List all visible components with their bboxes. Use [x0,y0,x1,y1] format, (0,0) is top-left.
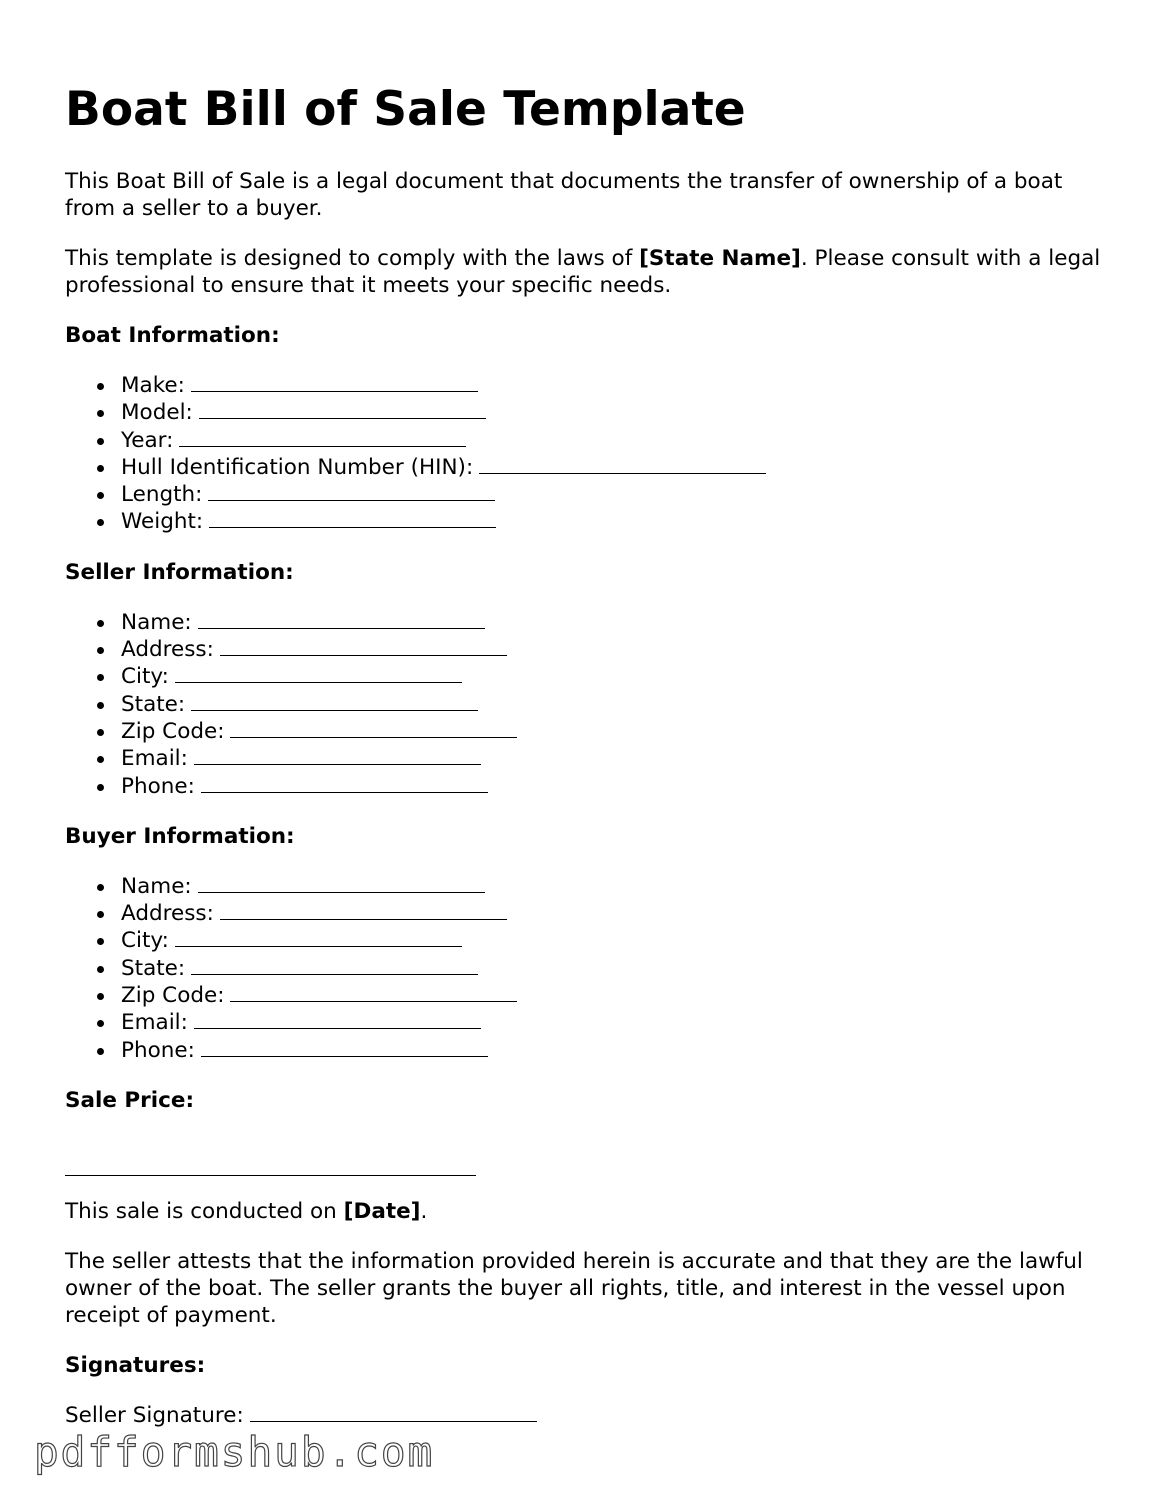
seller-signature-line: Seller Signature: [65,1402,1115,1429]
buyer-info-heading: Buyer Information: [65,823,295,849]
buyer-email-blank[interactable] [194,1009,481,1029]
boat-info-heading: Boat Information: [65,323,280,348]
buyer-field-city: City: [97,927,1115,954]
state-name-placeholder: [State Name] [639,246,801,271]
seller-address-blank[interactable] [220,636,507,656]
boat-field-year: Year: [97,427,1115,454]
sale-price-heading: Sale Price: [65,1087,195,1113]
seller-field-name: Name: [97,609,1115,636]
weight-blank[interactable] [209,508,496,528]
intro-paragraph: This Boat Bill of Sale is a legal document that documents the transfer of ownership of a boat from a seller to a buyer. [65,169,1063,221]
model-blank[interactable] [199,399,486,419]
compliance-text-before: This template is designed to comply with the laws of [65,246,640,271]
boat-field-weight: Weight: [97,508,1115,535]
buyer-zip-blank[interactable] [230,982,517,1002]
seller-signature-blank[interactable] [250,1402,537,1422]
seller-name-blank[interactable] [198,609,485,629]
buyer-city-blank[interactable] [175,927,462,947]
make-blank[interactable] [191,372,478,392]
seller-city-blank[interactable] [175,663,462,683]
buyer-info-list [65,873,1115,1064]
buyer-field-email: Email: [97,1009,1115,1036]
seller-email-blank[interactable] [194,745,481,765]
buyer-phone-blank[interactable] [201,1037,488,1057]
watermark-text: pdfformshub.com [34,1428,435,1476]
buyer-field-phone: Phone: [97,1037,1115,1064]
buyer-address-blank[interactable] [220,900,507,920]
seller-field-address: Address: [97,636,1115,663]
page-title: Boat Bill of Sale Template [65,82,746,137]
boat-field-length: Length: [97,481,1115,508]
seller-field-phone: Phone: [97,773,1115,800]
seller-field-state: State: [97,691,1115,718]
compliance-paragraph [65,245,1115,299]
length-blank[interactable] [208,481,495,501]
date-placeholder: [Date] [343,1198,421,1224]
buyer-state-blank[interactable] [191,955,478,975]
seller-field-zip: Zip Code: [97,718,1115,745]
buyer-field-address: Address: [97,900,1115,927]
seller-info-heading: Seller Information: [65,559,294,585]
attestation-paragraph: The seller attests that the information provided herein is accurate and that they are the lawful owner of the boat. The seller grants the buyer all rights, title, and interest in the vessel upon receipt of payment. [65,1248,1083,1328]
buyer-field-name: Name: [97,873,1115,900]
boat-info-list [65,372,1115,536]
boat-field-make: Make: [97,372,1115,399]
sale-price-blank[interactable] [65,1137,476,1176]
seller-phone-blank[interactable] [201,773,488,793]
boat-field-hin: Hull Identification Number (HIN): [97,454,1115,481]
seller-zip-blank[interactable] [230,718,517,738]
buyer-field-zip: Zip Code: [97,982,1115,1009]
seller-field-city: City: [97,663,1115,690]
year-blank[interactable] [179,427,466,447]
sale-date-paragraph: This sale is conducted on [Date]. [65,1198,428,1224]
compliance-text-after: . Please consult with a legal professional to ensure that it meets your specific needs. [65,246,1101,298]
document-page [65,80,1115,1452]
buyer-field-state: State: [97,955,1115,982]
boat-field-model: Model: [97,399,1115,426]
seller-state-blank[interactable] [191,691,478,711]
signatures-heading: Signatures: [65,1352,206,1378]
seller-info-list [65,609,1115,800]
hin-blank[interactable] [479,454,766,474]
seller-field-email: Email: [97,745,1115,772]
buyer-name-blank[interactable] [198,873,485,893]
